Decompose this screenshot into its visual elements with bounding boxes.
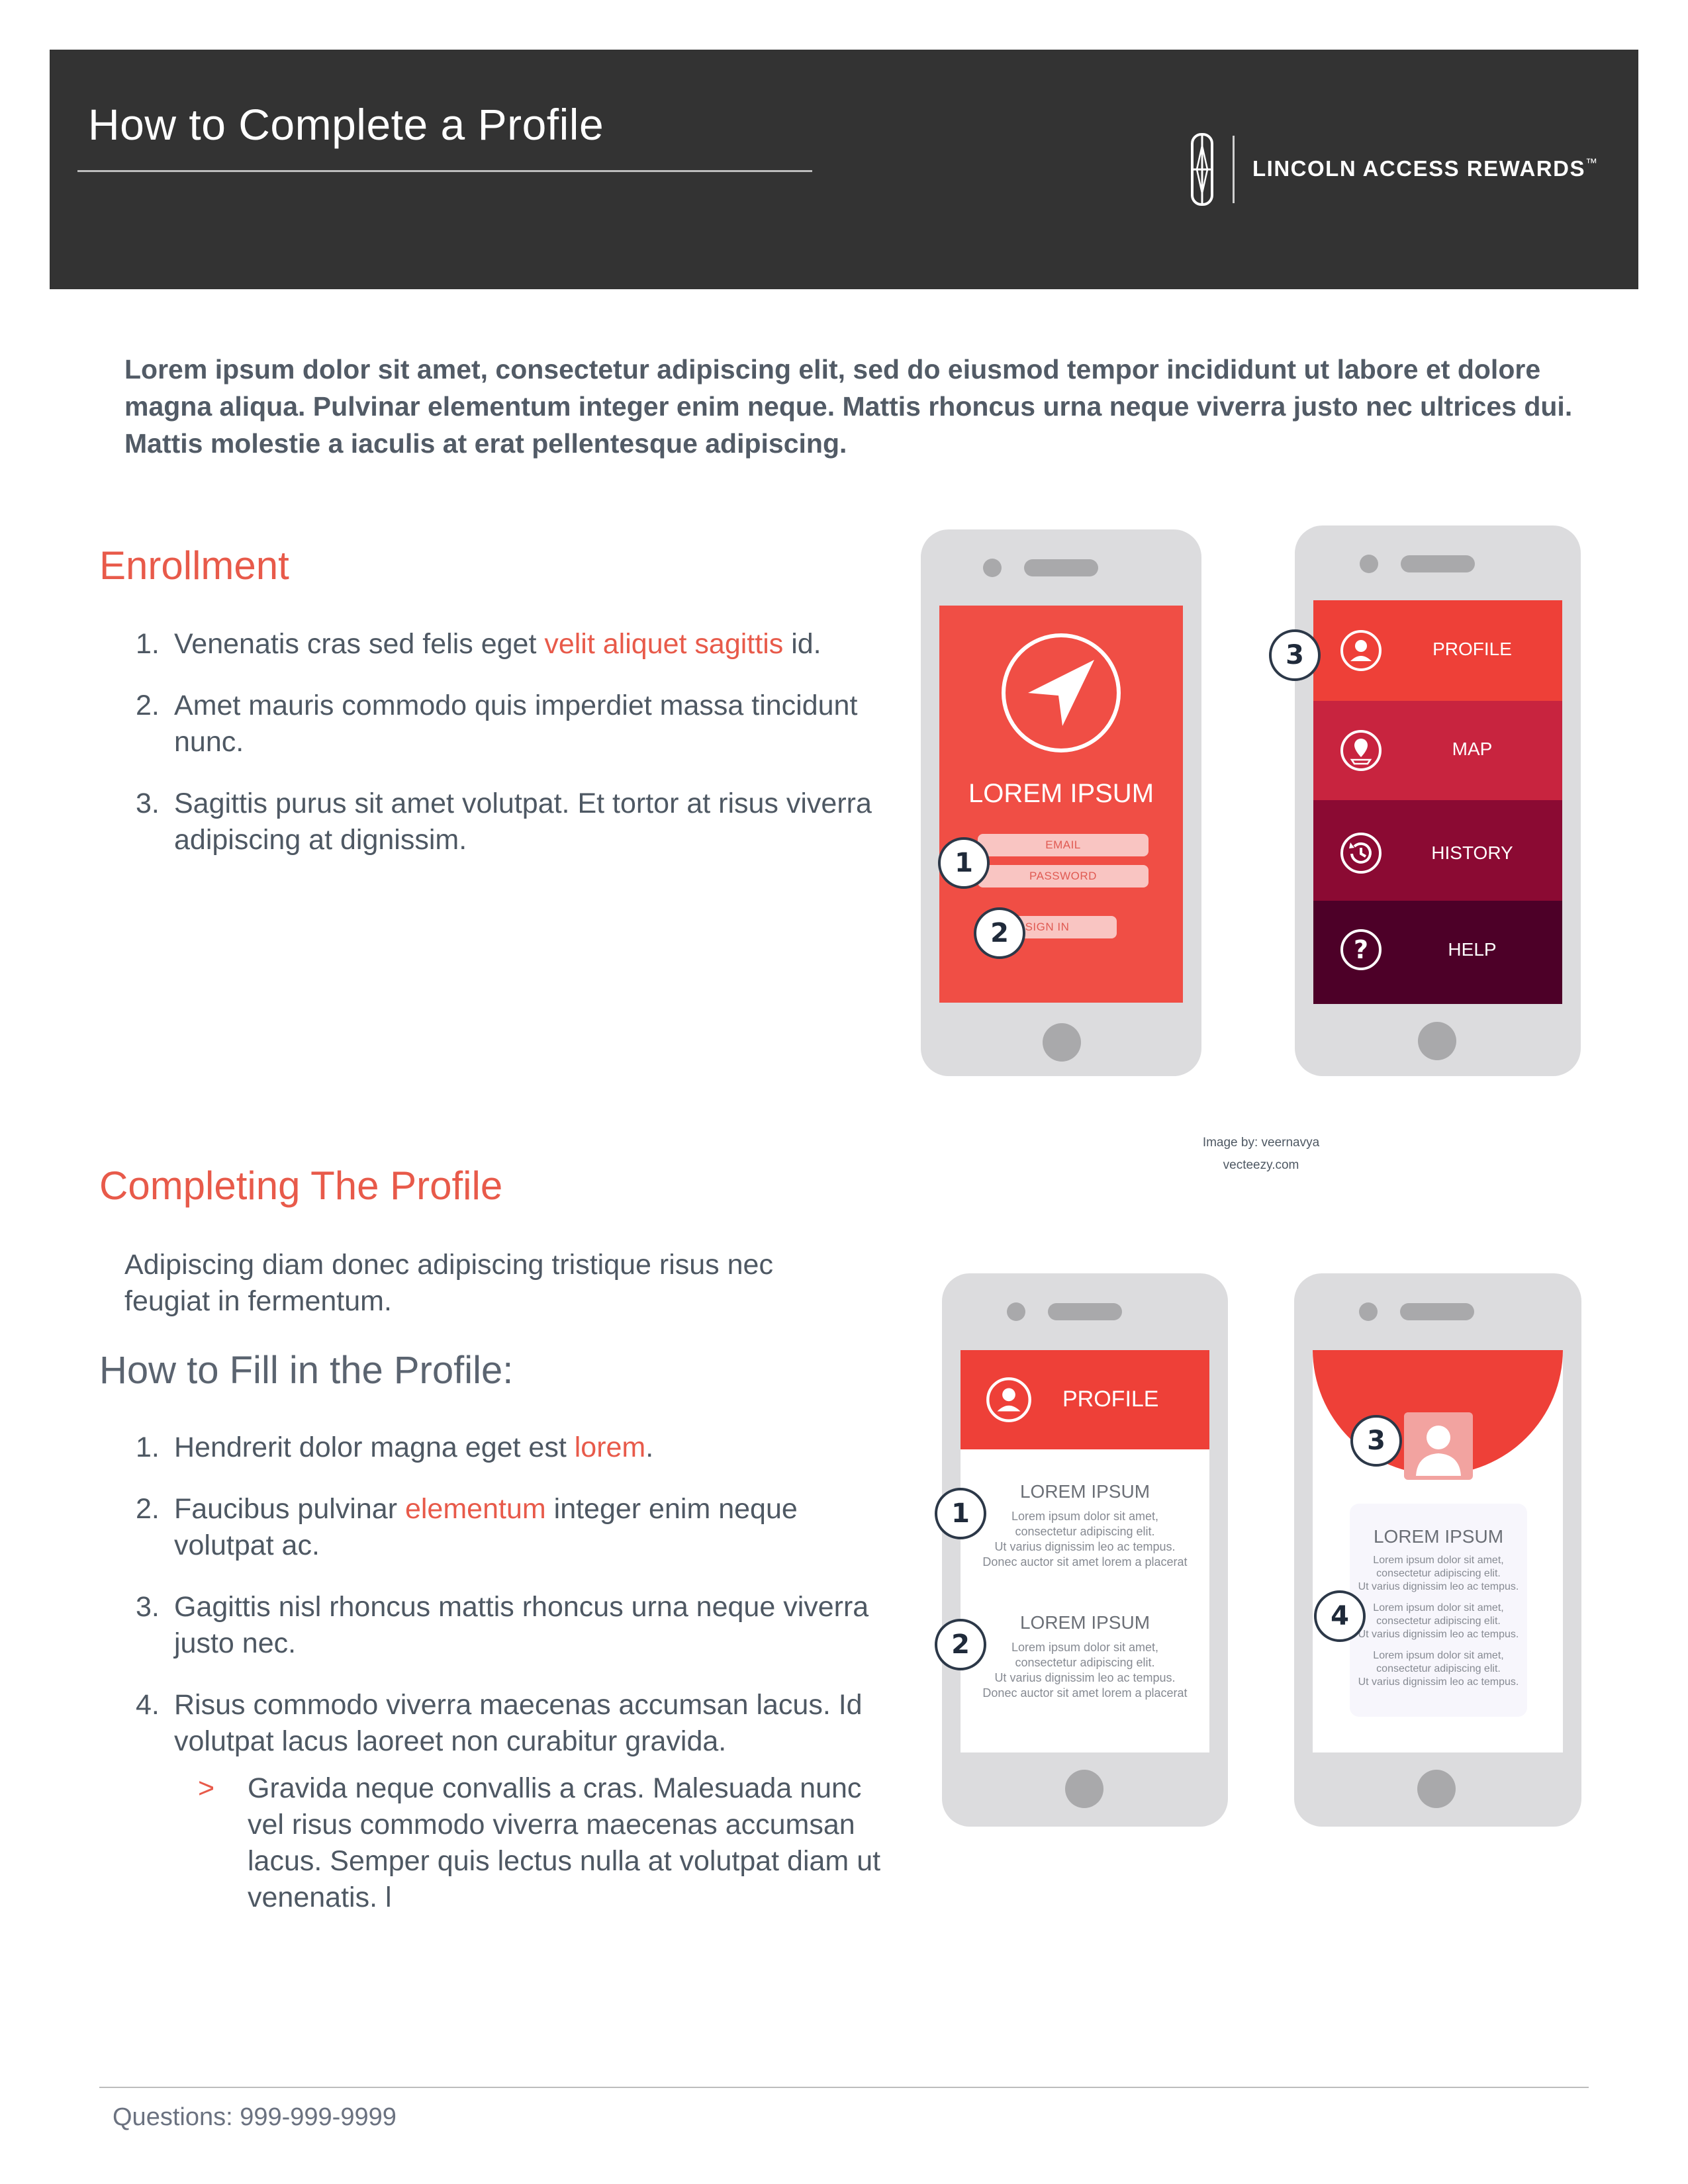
menu-item-history[interactable] bbox=[1313, 800, 1562, 901]
profile-detail-screen bbox=[1313, 1350, 1563, 1752]
map-pin-icon bbox=[1340, 729, 1382, 772]
phone-speaker bbox=[1048, 1303, 1122, 1320]
password-field[interactable]: PASSWORD bbox=[978, 865, 1149, 887]
list-text: id. bbox=[783, 628, 821, 660]
list-item bbox=[136, 1491, 876, 1564]
phone-speaker bbox=[1024, 559, 1098, 576]
phone-home-button bbox=[1417, 1770, 1456, 1808]
step-badge-2: 2 bbox=[974, 907, 1025, 959]
list-item bbox=[136, 1589, 876, 1662]
list-text: Amet mauris commodo quis imperdiet massa tincidunt nunc. bbox=[174, 690, 858, 758]
list-number: 2. bbox=[136, 1493, 160, 1525]
phone-menu-mockup bbox=[1295, 525, 1581, 1076]
enrollment-list bbox=[136, 626, 876, 858]
menu-item-help[interactable] bbox=[1313, 901, 1562, 1004]
completing-heading: Completing The Profile bbox=[99, 1163, 503, 1208]
card-title: LOREM IPSUM bbox=[1019, 1612, 1150, 1633]
menu-label: HELP bbox=[1448, 939, 1497, 960]
svg-text:?: ? bbox=[1353, 935, 1369, 964]
list-item bbox=[136, 1430, 876, 1466]
user-silhouette-icon bbox=[1412, 1419, 1465, 1476]
trademark-mark: ™ bbox=[1585, 156, 1599, 169]
menu-screen bbox=[1313, 600, 1562, 1004]
list-text: Gravida neque convallis a cras. Malesuada nunc vel risus commodo viverra maecenas accumsan lacus. Semper quis lectus nulla at volutpat diam ut venenatis. l bbox=[248, 1772, 881, 1913]
step-badge-1: 1 bbox=[935, 1488, 986, 1539]
completing-paragraph: Adipiscing diam donec adipiscing tristique risus nec feugiat in fermentum. bbox=[124, 1249, 773, 1317]
list-number: 2. bbox=[136, 690, 160, 721]
card-title: LOREM IPSUM bbox=[1019, 1481, 1150, 1502]
card-text: Lorem ipsum dolor sit amet, consectetur adipiscing elit. Ut varius dignissim leo ac tempus. Donec auctor sit amet lorem a placerat bbox=[982, 1641, 1188, 1700]
step-badge-3: 3 bbox=[1269, 629, 1321, 681]
user-icon bbox=[1340, 629, 1382, 672]
intro-paragraph: Lorem ipsum dolor sit amet, consectetur adipiscing elit, sed do eiusmod tempor incididunt ut labore et dolore magna aliqua. Pulvinar elementum integer enim neque. Mattis rhoncus urna neque viverra justo nec ultrices dui. Mattis molestie a iaculis at erat pellentesque adipiscing. bbox=[124, 354, 1573, 459]
list-item bbox=[136, 786, 876, 858]
list-text: . bbox=[645, 1432, 654, 1463]
menu-item-map[interactable] bbox=[1313, 701, 1562, 800]
list-text: Faucibus pulvinar bbox=[174, 1493, 405, 1525]
list-text: Risus commodo viverra maecenas accumsan lacus. Id volutpat lacus laoreet non curabitur gravida. bbox=[174, 1689, 863, 1757]
highlight-text: lorem bbox=[574, 1432, 646, 1463]
title-underline bbox=[77, 170, 812, 172]
phone-camera bbox=[1007, 1302, 1025, 1321]
menu-label: PROFILE bbox=[1432, 639, 1512, 659]
sub-list-item bbox=[198, 1770, 883, 1916]
enrollment-heading: Enrollment bbox=[99, 543, 289, 588]
chevron-right-icon: > bbox=[198, 1772, 215, 1804]
phone-camera bbox=[1359, 1302, 1378, 1321]
card-text: Lorem ipsum dolor sit amet, consectetur adipiscing elit. Ut varius dignissim leo ac tempus. Donec auctor sit amet lorem a placerat bbox=[982, 1510, 1188, 1569]
brand-name-text: LINCOLN ACCESS REWARDS bbox=[1252, 156, 1585, 181]
login-title: LOREM IPSUM bbox=[968, 779, 1154, 808]
phone-home-button bbox=[1065, 1770, 1103, 1808]
image-credit-line2: vecteezy.com bbox=[1223, 1158, 1299, 1172]
step-badge-3: 3 bbox=[1350, 1415, 1402, 1467]
step-badge-1: 1 bbox=[938, 837, 990, 889]
menu-label: MAP bbox=[1452, 739, 1493, 759]
footer-divider bbox=[99, 2087, 1589, 2088]
list-number: 3. bbox=[136, 788, 160, 819]
phone-profile-mockup bbox=[942, 1273, 1228, 1827]
list-number: 4. bbox=[136, 1689, 160, 1721]
list-text: Hendrerit dolor magna eget est bbox=[174, 1432, 575, 1463]
card-text: Lorem ipsum dolor sit amet, consectetur adipiscing elit. Ut varius dignissim leo ac tempus. bbox=[1358, 1555, 1519, 1592]
menu-label: HISTORY bbox=[1431, 842, 1513, 863]
highlight-text: velit aliquet sagittis bbox=[544, 628, 784, 660]
phone-home-button bbox=[1418, 1022, 1456, 1060]
fill-profile-list bbox=[136, 1430, 881, 1916]
list-item bbox=[136, 688, 876, 760]
phone-camera bbox=[983, 559, 1002, 577]
profile-screen bbox=[961, 1350, 1209, 1752]
questions-phone: Questions: 999-999-9999 bbox=[113, 2103, 397, 2131]
list-item bbox=[136, 626, 876, 662]
list-number: 1. bbox=[136, 1432, 160, 1463]
phone-speaker bbox=[1401, 555, 1475, 572]
email-field[interactable]: EMAIL bbox=[978, 834, 1149, 856]
user-icon bbox=[986, 1377, 1032, 1423]
list-text: Sagittis purus sit amet volutpat. Et tortor at risus viverra adipiscing at dignissim. bbox=[174, 788, 872, 856]
phone-speaker bbox=[1400, 1303, 1474, 1320]
help-icon bbox=[1340, 929, 1382, 971]
brand-divider bbox=[1233, 136, 1235, 203]
card-title: LOREM IPSUM bbox=[1373, 1526, 1504, 1547]
highlight-text: elementum bbox=[404, 1493, 546, 1525]
list-number: 3. bbox=[136, 1591, 160, 1623]
fill-profile-subheading: How to Fill in the Profile: bbox=[99, 1349, 514, 1392]
history-icon bbox=[1340, 832, 1382, 874]
step-badge-2: 2 bbox=[935, 1619, 986, 1670]
image-credit-line1: Image by: veernavya bbox=[1202, 1136, 1320, 1150]
lincoln-star-logo-icon bbox=[1189, 132, 1215, 206]
card-text: Lorem ipsum dolor sit amet, consectetur adipiscing elit. Ut varius dignissim leo ac tempus. bbox=[1358, 1650, 1519, 1688]
sign-in-button[interactable]: SIGN IN bbox=[978, 916, 1117, 938]
list-text: Venenatis cras sed felis eget bbox=[174, 628, 545, 660]
step-badge-4: 4 bbox=[1314, 1590, 1366, 1642]
brand-name bbox=[1252, 156, 1598, 181]
phone-login-mockup bbox=[921, 529, 1201, 1076]
list-text: integer enim neque volutpat ac. bbox=[174, 1493, 798, 1561]
phone-home-button bbox=[1043, 1023, 1081, 1062]
list-item bbox=[136, 1687, 876, 1760]
profile-header-bar bbox=[961, 1350, 1209, 1449]
phone-profile-detail-mockup bbox=[1294, 1273, 1581, 1827]
phone-camera bbox=[1360, 555, 1378, 573]
list-number: 1. bbox=[136, 628, 160, 660]
menu-item-profile[interactable] bbox=[1313, 600, 1562, 701]
navigation-arrow-icon bbox=[1000, 632, 1122, 754]
list-text: Gagittis nisl rhoncus mattis rhoncus urna neque viverra justo nec. bbox=[174, 1591, 869, 1659]
page-title: How to Complete a Profile bbox=[88, 100, 604, 149]
profile-header-label: PROFILE bbox=[1062, 1387, 1159, 1412]
avatar[interactable] bbox=[1404, 1412, 1473, 1480]
card-text: Lorem ipsum dolor sit amet, consectetur adipiscing elit. Ut varius dignissim leo ac tempus. bbox=[1358, 1602, 1519, 1640]
